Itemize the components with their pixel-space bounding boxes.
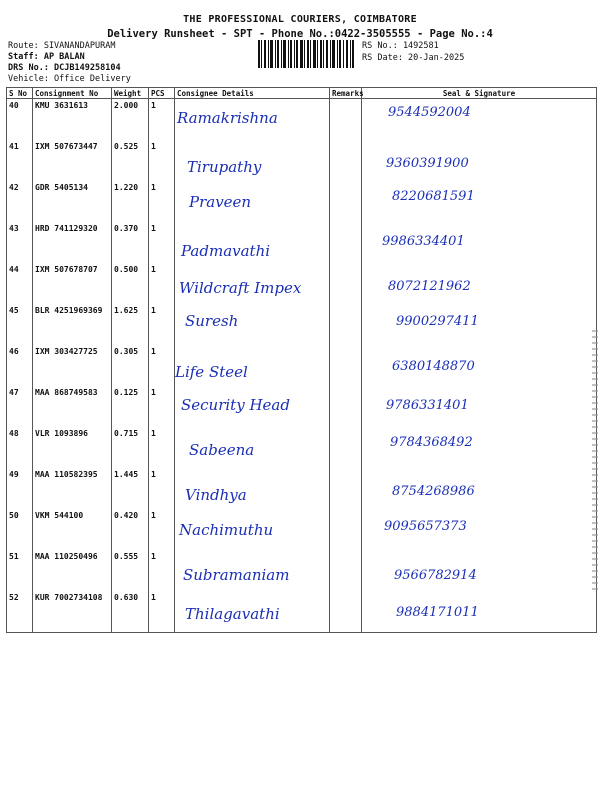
consignee-cell	[175, 468, 330, 509]
weight-cell: 0.125	[112, 386, 149, 427]
company-title: THE PROFESSIONAL COURIERS, COIMBATORE	[183, 14, 417, 25]
signature-cell	[362, 140, 597, 181]
handwritten-consignee: Suresh	[185, 312, 239, 330]
handwritten-phone: 9360391900	[386, 156, 469, 171]
table-row	[7, 386, 597, 427]
handwritten-consignee: Nachimuthu	[179, 521, 274, 539]
sno-cell: 47	[7, 386, 33, 427]
consignee-cell	[175, 345, 330, 386]
handwritten-phone: 9986334401	[382, 234, 465, 249]
pcs-cell: 1	[149, 509, 175, 550]
handwritten-consignee: Praveen	[189, 193, 252, 211]
sno-cell: 46	[7, 345, 33, 386]
consignee-cell	[175, 386, 330, 427]
signature-cell	[362, 386, 597, 427]
edge-perforation	[592, 330, 598, 590]
consignee-cell	[175, 263, 330, 304]
table-row	[7, 304, 597, 345]
col-consignment: Consignment No	[33, 88, 112, 99]
handwritten-phone: 9884171011	[396, 605, 479, 620]
table-row	[7, 222, 597, 263]
weight-cell: 0.555	[112, 550, 149, 591]
table-row	[7, 140, 597, 181]
pcs-cell: 1	[149, 222, 175, 263]
consignee-cell	[175, 304, 330, 345]
table-row	[7, 345, 597, 386]
table-row	[7, 427, 597, 468]
table-row	[7, 263, 597, 304]
rs-date-label: RS Date: 20-Jan-2025	[362, 53, 465, 63]
handwritten-phone: 8072121962	[388, 279, 471, 294]
weight-cell: 1.445	[112, 468, 149, 509]
consignment-cell: MAA 110250496	[33, 550, 112, 591]
col-signature: Seal & Signature	[362, 88, 597, 99]
weight-cell: 0.630	[112, 591, 149, 633]
remarks-cell	[330, 427, 362, 468]
drs-label: DRS No.: DCJB149258104	[8, 63, 121, 73]
pcs-cell: 1	[149, 550, 175, 591]
weight-cell: 0.370	[112, 222, 149, 263]
col-remarks: Remarks	[330, 88, 362, 99]
table-row	[7, 181, 597, 222]
handwritten-consignee: Wildcraft Impex	[179, 279, 302, 297]
handwritten-phone: 8220681591	[392, 189, 475, 204]
consignee-cell	[175, 550, 330, 591]
handwritten-consignee: Security Head	[181, 396, 290, 414]
handwritten-consignee: Ramakrishna	[177, 109, 278, 127]
consignment-cell: VLR 1093896	[33, 427, 112, 468]
weight-cell: 0.500	[112, 263, 149, 304]
signature-cell	[362, 99, 597, 141]
remarks-cell	[330, 550, 362, 591]
consignment-cell: IXM 507678707	[33, 263, 112, 304]
consignee-cell	[175, 222, 330, 263]
weight-cell: 0.305	[112, 345, 149, 386]
pcs-cell: 1	[149, 140, 175, 181]
table-row	[7, 550, 597, 591]
consignee-cell	[175, 181, 330, 222]
pcs-cell: 1	[149, 427, 175, 468]
table-row	[7, 99, 597, 141]
handwritten-phone: 8754268986	[392, 484, 475, 499]
pcs-cell: 1	[149, 304, 175, 345]
handwritten-phone: 9786331401	[386, 398, 469, 413]
handwritten-consignee: Thilagavathi	[185, 605, 280, 623]
weight-cell: 1.220	[112, 181, 149, 222]
signature-cell	[362, 468, 597, 509]
col-consignee: Consignee Details	[175, 88, 330, 99]
weight-cell: 0.420	[112, 509, 149, 550]
consignment-cell: IXM 507673447	[33, 140, 112, 181]
runsheet-title: Delivery Runsheet - SPT - Phone No.:0422-3505555 - Page No.:4	[107, 28, 493, 40]
handwritten-phone: 9544592004	[388, 105, 471, 120]
remarks-cell	[330, 263, 362, 304]
table-row	[7, 509, 597, 550]
weight-cell: 0.525	[112, 140, 149, 181]
remarks-cell	[330, 345, 362, 386]
consignment-cell: KMU 3631613	[33, 99, 112, 141]
signature-cell	[362, 263, 597, 304]
pcs-cell: 1	[149, 386, 175, 427]
consignee-cell	[175, 99, 330, 141]
weight-cell: 2.000	[112, 99, 149, 141]
handwritten-phone: 9566782914	[394, 568, 477, 583]
vehicle-label: Vehicle: Office Delivery	[8, 74, 131, 84]
remarks-cell	[330, 304, 362, 345]
handwritten-consignee: Life Steel	[175, 363, 248, 381]
sno-cell: 49	[7, 468, 33, 509]
rs-no-label: RS No.: 1492581	[362, 41, 439, 51]
consignment-cell: BLR 4251969369	[33, 304, 112, 345]
signature-cell	[362, 345, 597, 386]
remarks-cell	[330, 99, 362, 141]
signature-cell	[362, 427, 597, 468]
consignee-cell	[175, 140, 330, 181]
consignment-cell: IXM 303427725	[33, 345, 112, 386]
remarks-cell	[330, 591, 362, 633]
consignee-cell	[175, 509, 330, 550]
sno-cell: 51	[7, 550, 33, 591]
handwritten-phone: 6380148870	[392, 359, 475, 374]
consignment-cell: MAA 868749583	[33, 386, 112, 427]
table-row	[7, 468, 597, 509]
col-weight: Weight	[112, 88, 149, 99]
consignment-cell: MAA 110582395	[33, 468, 112, 509]
signature-cell	[362, 509, 597, 550]
pcs-cell: 1	[149, 468, 175, 509]
barcode-image	[258, 40, 354, 68]
sno-cell: 44	[7, 263, 33, 304]
runsheet-table	[6, 87, 597, 633]
remarks-cell	[330, 140, 362, 181]
consignment-cell: VKM 544100	[33, 509, 112, 550]
handwritten-consignee: Padmavathi	[181, 242, 271, 260]
sno-cell: 48	[7, 427, 33, 468]
handwritten-consignee: Sabeena	[189, 441, 255, 459]
sno-cell: 50	[7, 509, 33, 550]
pcs-cell: 1	[149, 345, 175, 386]
consignee-cell	[175, 591, 330, 633]
remarks-cell	[330, 509, 362, 550]
sno-cell: 52	[7, 591, 33, 633]
staff-label: Staff: AP BALAN	[8, 52, 85, 62]
handwritten-consignee: Vindhya	[185, 486, 247, 504]
col-sno: S No	[7, 88, 33, 99]
sno-cell: 42	[7, 181, 33, 222]
col-pcs: PCS	[149, 88, 175, 99]
consignee-cell	[175, 427, 330, 468]
consignment-cell: GDR 5405134	[33, 181, 112, 222]
weight-cell: 1.625	[112, 304, 149, 345]
sno-cell: 41	[7, 140, 33, 181]
handwritten-phone: 9095657373	[384, 519, 467, 534]
weight-cell: 0.715	[112, 427, 149, 468]
sno-cell: 45	[7, 304, 33, 345]
signature-cell	[362, 304, 597, 345]
pcs-cell: 1	[149, 591, 175, 633]
handwritten-phone: 9784368492	[390, 435, 473, 450]
signature-cell	[362, 222, 597, 263]
consignment-cell: HRD 741129320	[33, 222, 112, 263]
handwritten-consignee: Subramaniam	[183, 566, 290, 584]
pcs-cell: 1	[149, 181, 175, 222]
remarks-cell	[330, 386, 362, 427]
remarks-cell	[330, 468, 362, 509]
signature-cell	[362, 591, 597, 633]
remarks-cell	[330, 222, 362, 263]
sno-cell: 40	[7, 99, 33, 141]
handwritten-consignee: Tirupathy	[187, 158, 262, 176]
table-row	[7, 591, 597, 633]
route-label: Route: SIVANANDAPURAM	[8, 41, 116, 51]
pcs-cell: 1	[149, 99, 175, 141]
table-header-row	[7, 88, 597, 99]
pcs-cell: 1	[149, 263, 175, 304]
signature-cell	[362, 550, 597, 591]
signature-cell	[362, 181, 597, 222]
consignment-cell: KUR 7002734108	[33, 591, 112, 633]
sno-cell: 43	[7, 222, 33, 263]
handwritten-phone: 9900297411	[396, 314, 479, 329]
remarks-cell	[330, 181, 362, 222]
